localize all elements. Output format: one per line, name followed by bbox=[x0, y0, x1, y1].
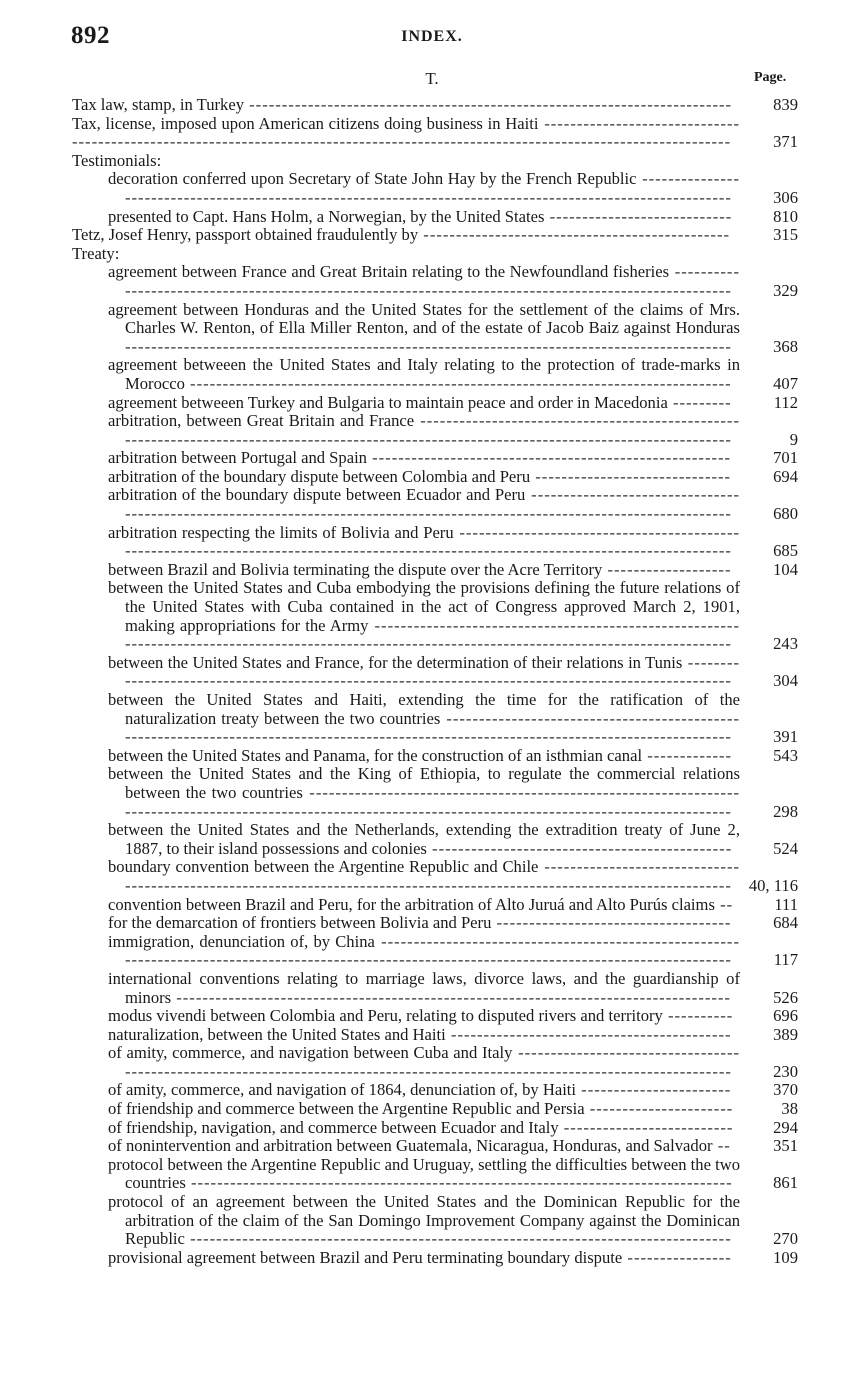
dot-leader: ---------------------------------------------------------------------------------------------------------------------------------------- bbox=[125, 522, 740, 561]
index-entry-text: of friendship, navigation, and commerce between Ecuador and Italy bbox=[108, 1117, 559, 1137]
index-entry-text: Tax law, stamp, in Turkey bbox=[72, 95, 244, 114]
index-entry bbox=[108, 1156, 864, 1193]
index-entry-text: arbitration of the boundary dispute between Colombia and Peru bbox=[108, 466, 531, 486]
index-entry bbox=[108, 970, 864, 1007]
index-entry-page: 680 bbox=[773, 504, 798, 524]
index-entry bbox=[108, 654, 864, 691]
index-entry bbox=[108, 486, 864, 523]
index-entry-text: for the demarcation of frontiers between Bolivia and Peru bbox=[108, 913, 492, 933]
index-entry bbox=[108, 1249, 864, 1268]
dot-leader: ----------------------------------------------------------------------------------------------------------------------------- bbox=[125, 485, 740, 524]
index-entry-page: 315 bbox=[773, 225, 798, 245]
index-entry bbox=[72, 115, 864, 152]
index-entry bbox=[108, 821, 864, 858]
index-entry-page: 684 bbox=[773, 913, 798, 933]
dot-leader: ----------------------------------------------- bbox=[418, 225, 731, 245]
index-entry-page: 368 bbox=[773, 336, 798, 356]
dot-leader: ------------------------------------------------------- bbox=[366, 448, 732, 468]
dot-leader: ---------------------------------------------------------------------------------------------------------------------------------------------------- bbox=[125, 931, 740, 970]
index-entry-text: arbitration between Portugal and Spain bbox=[108, 448, 367, 468]
index-entry-text: modus vivendi between Colombia and Peru, relating to disputed rivers and territory bbox=[108, 1006, 663, 1026]
page-number: 892 bbox=[71, 22, 110, 49]
dot-leader: ---------------------- bbox=[584, 1099, 734, 1119]
dot-leader: -------------------------------------------------------------------------- bbox=[244, 95, 733, 114]
index-entry-page: 304 bbox=[773, 671, 798, 691]
index-entry bbox=[108, 1026, 864, 1045]
index-entry-page: 111 bbox=[774, 894, 798, 914]
index-entry-page: 230 bbox=[773, 1061, 798, 1081]
index-entry-text: protocol between the Argentine Republic and Uruguay, settling the difficulties between the two countries bbox=[108, 1154, 740, 1193]
index-entry bbox=[108, 449, 864, 468]
index-entry-text: of friendship and commerce between the Argentine Republic and Persia bbox=[108, 1099, 585, 1119]
index-entry bbox=[108, 1044, 864, 1081]
index-entry bbox=[108, 1081, 864, 1100]
dot-leader: ------------- bbox=[642, 745, 733, 765]
index-entry-text: international conventions relating to marriage laws, divorce laws, and the guardianship of minors bbox=[108, 968, 740, 1007]
dot-leader: ---------------------------------------------------------------------------------------------------------------------------------------------- bbox=[125, 411, 740, 449]
index-entry bbox=[108, 468, 864, 487]
dot-leader: -- bbox=[714, 894, 734, 914]
index-entry bbox=[108, 394, 864, 413]
index-entry-text: between the United States and Cuba embodying the provisions defining the future relations of the United States with Cuba contained in the act of Congress approved March 2, 1901, making appropriations for the Army bbox=[108, 578, 740, 635]
dot-leader: ------------------------------------------------------------------------------------------------------------ bbox=[125, 169, 740, 207]
dot-leader: ------------------------------------------------------------------------------------------------------------------------------- bbox=[125, 1043, 740, 1081]
dot-leader: ------------------------------ bbox=[530, 466, 732, 486]
index-entry bbox=[108, 412, 864, 449]
index-entry-text: between the United States and France, for the determination of their relations in Tunis bbox=[108, 652, 683, 672]
index-entry-page: 685 bbox=[773, 541, 798, 561]
dot-leader: --------------------------------------------------------------------------------------------- bbox=[125, 336, 732, 356]
index-entry-page: 306 bbox=[773, 187, 798, 207]
index-entry-page: 694 bbox=[773, 466, 798, 486]
index-entry-text: Treaty: bbox=[72, 243, 120, 263]
index-entry-page: 104 bbox=[773, 559, 798, 579]
dot-leader: ------------------------------------------------------------------------------------------------------- bbox=[125, 262, 740, 300]
index-entry-text: of amity, commerce, and navigation of 1864, denunciation of, by Haiti bbox=[108, 1080, 577, 1100]
index-entry-page: 117 bbox=[773, 950, 798, 970]
index-entry-text: of nonintervention and arbitration between Guatemala, Nicaragua, Honduras, and Salvador bbox=[108, 1136, 713, 1156]
index-entry-text: arbitration, between Great Britain and France bbox=[108, 411, 415, 431]
index-entry-text: Testimonials: bbox=[72, 150, 162, 170]
index-entry-text: of amity, commerce, and navigation between Cuba and Italy bbox=[108, 1043, 513, 1063]
index-entry-page: 40, 116 bbox=[748, 875, 798, 895]
index-entry-text: presented to Capt. Hans Holm, a Norwegian, by the United States bbox=[108, 206, 545, 226]
index-entry-text: naturalization, between the United States and Haiti bbox=[108, 1024, 446, 1044]
index-entry-page: 526 bbox=[773, 987, 798, 1007]
dot-leader: -------------------------- bbox=[558, 1117, 734, 1137]
index-entry-text: between the United States and the Netherlands, extending the extradition treaty of June 2, 1887, to their island possessions and colonies bbox=[108, 820, 740, 858]
index-entry bbox=[72, 152, 864, 171]
index-entry-page: 112 bbox=[773, 392, 798, 412]
index-entry-text: Tetz, Josef Henry, passport obtained fraudulently by bbox=[72, 225, 419, 245]
dot-leader: ---------------------------- bbox=[544, 206, 733, 226]
index-entry-text: agreement between France and Great Britain relating to the Newfoundland fisheries bbox=[108, 262, 670, 282]
index-entry-page: 243 bbox=[773, 634, 798, 654]
dot-leader: ------------------- bbox=[602, 559, 732, 579]
index-entry-page: 839 bbox=[773, 95, 798, 114]
index-entry-text: between the United States and Panama, for the construction of an isthmian canal bbox=[108, 745, 643, 765]
index-entry bbox=[108, 858, 864, 895]
dot-leader: ------------------------------------------------------------------------------------------------------------------------------------------ bbox=[125, 708, 741, 747]
dot-leader: ------------------------------------ bbox=[491, 913, 732, 933]
index-entry bbox=[72, 245, 864, 264]
index-entry bbox=[108, 356, 864, 393]
section-letter: T. bbox=[425, 69, 439, 88]
index-entry-text: decoration conferred upon Secretary of State John Hay by the French Republic bbox=[108, 169, 637, 189]
dot-leader: ----------------------- bbox=[576, 1080, 732, 1100]
index-entry-page: 370 bbox=[773, 1080, 798, 1100]
index-entry-page: 329 bbox=[773, 280, 798, 300]
index-entry-page: 543 bbox=[773, 745, 798, 765]
dot-leader: ----------------------------------------------------------------------------------------------------- bbox=[125, 652, 740, 691]
index-entry bbox=[108, 561, 864, 580]
index-entry bbox=[108, 1137, 864, 1156]
dot-leader: ----------------------------------------------------------------------------------------------------------------------------------------------------- bbox=[125, 615, 740, 654]
index-entry bbox=[108, 301, 864, 357]
index-entry-text: between the United States and the King of Ethiopia, to regulate the commercial relations between the two countries bbox=[108, 764, 740, 802]
dot-leader: --------- bbox=[667, 392, 732, 412]
index-entry bbox=[108, 1007, 864, 1026]
index-entry bbox=[108, 1119, 864, 1138]
index-entry-page: 696 bbox=[773, 1006, 798, 1026]
index-entry bbox=[72, 226, 864, 245]
index-entry-page: 351 bbox=[773, 1136, 798, 1156]
running-head: INDEX. bbox=[401, 28, 463, 45]
index-entry-text: Tax, license, imposed upon American citizens doing business in Haiti bbox=[72, 113, 539, 133]
index-entry-text: immigration, denunciation of, by China bbox=[108, 931, 375, 951]
dot-leader: ---------------------------------------------- bbox=[426, 838, 733, 858]
index-entry-text: arbitration respecting the limits of Bolivia and Peru bbox=[108, 522, 454, 542]
index-entry bbox=[108, 1193, 864, 1249]
dot-leader: ------------------------------------------------------------------------------------- bbox=[171, 987, 731, 1007]
index-entry bbox=[108, 579, 864, 653]
index-entry bbox=[108, 208, 864, 227]
index-entry-text: agreement betweeen the United States and Italy relating to the protection of trade-marks in Morocco bbox=[108, 355, 740, 393]
dot-leader: ----------------------------------------------------------------------------------------------------------------------------------- bbox=[72, 113, 740, 152]
index-entry-text: agreement between Honduras and the United States for the settlement of the claims of Mrs. Charles W. Renton, of Ella Miller Renton, and of the estate of Jacob Baiz against Honduras bbox=[108, 299, 740, 338]
index-entry-text: arbitration of the boundary dispute between Ecuador and Peru bbox=[108, 485, 526, 505]
index-entry-page: 701 bbox=[773, 448, 798, 468]
dot-leader: ----------------------------------------------------------------------------------- bbox=[184, 1229, 732, 1249]
index-entry-page: 294 bbox=[773, 1117, 798, 1137]
index-entry-page: 391 bbox=[773, 727, 798, 747]
index-entry-text: boundary convention between the Argentine Republic and Chile bbox=[108, 857, 539, 877]
index-entry bbox=[108, 747, 864, 766]
index-entry-page: 389 bbox=[773, 1024, 798, 1044]
index-entry bbox=[72, 96, 864, 115]
index-entry-page: 38 bbox=[781, 1099, 798, 1119]
index-entry-text: convention between Brazil and Peru, for the arbitration of Alto Juruá and Alto Purús claims bbox=[108, 894, 715, 914]
dot-leader: ------------------------------------------- bbox=[445, 1024, 732, 1044]
index-entry-page: 270 bbox=[773, 1229, 798, 1249]
index-entries bbox=[0, 96, 864, 1267]
index-entry bbox=[108, 1100, 864, 1119]
page-column-label: Page. bbox=[754, 70, 787, 85]
dot-leader: ----------------------------------------------------------------------------------- bbox=[185, 1173, 733, 1193]
index-entry-page: 810 bbox=[773, 206, 798, 226]
index-entry-text: agreement betweeen Turkey and Bulgaria to maintain peace and order in Macedonia bbox=[108, 392, 668, 412]
index-entry-page: 298 bbox=[773, 801, 798, 821]
index-entry bbox=[108, 765, 864, 821]
index-entry bbox=[108, 896, 864, 915]
index-entry-text: protocol of an agreement between the United States and the Dominican Republic for the arbitration of the claim of the San Domingo Improvement Company against the Dominican Republic bbox=[108, 1192, 740, 1249]
index-entry bbox=[108, 691, 864, 747]
dot-leader: --------------------------------------------------------------------------------------------------------------------------------------------------------------- bbox=[125, 782, 741, 821]
index-entry-text: between the United States and Haiti, extending the time for the ratification of the naturalization treaty between the two countries bbox=[108, 690, 740, 728]
index-entry-page: 371 bbox=[773, 132, 798, 152]
index-entry-page: 524 bbox=[773, 838, 798, 858]
dot-leader: ---------------- bbox=[622, 1247, 732, 1267]
index-entry-text: provisional agreement between Brazil and Peru terminating boundary dispute bbox=[108, 1247, 623, 1267]
index-entry bbox=[108, 933, 864, 970]
dot-leader: -- bbox=[712, 1136, 731, 1156]
index-entry-page: 407 bbox=[773, 373, 798, 393]
index-entry-page: 109 bbox=[773, 1247, 798, 1267]
dot-leader: ---------- bbox=[662, 1006, 734, 1026]
index-entry-page: 9 bbox=[789, 429, 798, 449]
index-entry bbox=[108, 263, 864, 300]
index-entry bbox=[108, 170, 864, 207]
index-entry bbox=[108, 524, 864, 561]
index-entry-page: 861 bbox=[773, 1173, 798, 1193]
index-entry-text: between Brazil and Bolivia terminating the dispute over the Acre Territory bbox=[108, 559, 603, 579]
dot-leader: --------------------------------------------------------------------------------------------------------------------------- bbox=[125, 857, 741, 895]
dot-leader: ----------------------------------------------------------------------------------- bbox=[184, 373, 732, 393]
index-entry bbox=[108, 914, 864, 933]
